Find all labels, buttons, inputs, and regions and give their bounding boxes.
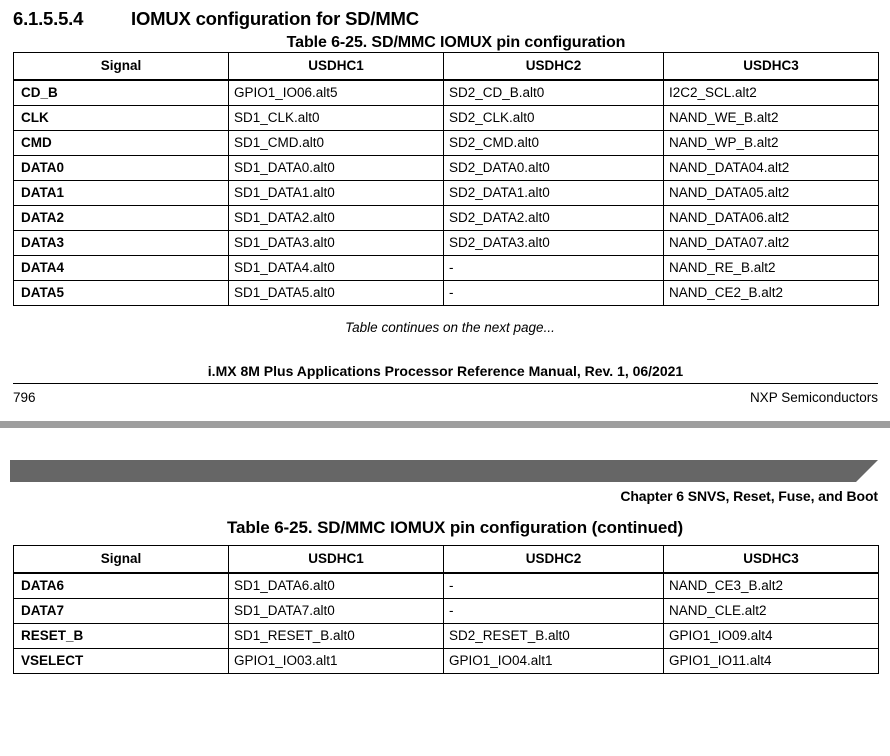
table-row: [14, 599, 879, 624]
footer-manual-title: i.MX 8M Plus Applications Processor Reference Manual, Rev. 1, 06/2021: [207, 363, 684, 379]
cell-signal: DATA5: [14, 281, 229, 306]
table-header-row: [14, 53, 879, 81]
table-body-1: [14, 80, 879, 306]
page-top-rule: [0, 421, 890, 428]
cell-usdhc2: -: [444, 281, 664, 306]
cell-usdhc3: I2C2_SCL.alt2: [664, 80, 879, 106]
cell-usdhc1: SD1_DATA0.alt0: [229, 156, 444, 181]
column-header-signal: Signal: [14, 546, 229, 574]
cell-signal: RESET_B: [14, 624, 229, 649]
table-row: [14, 281, 879, 306]
cell-usdhc2: SD2_DATA0.alt0: [444, 156, 664, 181]
cell-usdhc2: SD2_DATA2.alt0: [444, 206, 664, 231]
cell-usdhc1: SD1_CLK.alt0: [229, 106, 444, 131]
cell-signal: DATA1: [14, 181, 229, 206]
page-two: [0, 421, 890, 674]
table-row: [14, 106, 879, 131]
cell-signal: VSELECT: [14, 649, 229, 674]
cell-usdhc1: SD1_DATA5.alt0: [229, 281, 444, 306]
footer-row: [13, 384, 878, 405]
chapter-banner-wrap: [0, 460, 890, 482]
cell-usdhc2: SD2_DATA1.alt0: [444, 181, 664, 206]
table-caption-2: Table 6-25. SD/MMC IOMUX pin configuration (continued): [226, 518, 684, 537]
column-header-signal: Signal: [14, 53, 229, 81]
cell-usdhc1: SD1_DATA4.alt0: [229, 256, 444, 281]
cell-usdhc2: -: [444, 256, 664, 281]
pin-configuration-table-1: [13, 52, 879, 306]
cell-usdhc2: SD2_CMD.alt0: [444, 131, 664, 156]
cell-usdhc1: SD1_CMD.alt0: [229, 131, 444, 156]
cell-usdhc1: SD1_DATA6.alt0: [229, 573, 444, 599]
cell-usdhc3: NAND_DATA05.alt2: [664, 181, 879, 206]
section-title: IOMUX configuration for SD/MMC: [131, 8, 419, 29]
cell-usdhc2: SD2_CD_B.alt0: [444, 80, 664, 106]
cell-signal: DATA6: [14, 573, 229, 599]
cell-usdhc1: SD1_DATA1.alt0: [229, 181, 444, 206]
column-header-usdhc1: USDHC1: [229, 546, 444, 574]
cell-usdhc1: SD1_DATA3.alt0: [229, 231, 444, 256]
cell-usdhc3: NAND_CE3_B.alt2: [664, 573, 879, 599]
page-break-gap: [0, 405, 890, 421]
cell-usdhc3: GPIO1_IO11.alt4: [669, 653, 772, 668]
cell-usdhc1: SD1_RESET_B.alt0: [229, 624, 444, 649]
cell-usdhc2: SD2_CLK.alt0: [444, 106, 664, 131]
cell-usdhc2: -: [444, 599, 664, 624]
cell-signal: DATA3: [14, 231, 229, 256]
table-row: [14, 231, 879, 256]
footer-page-number: 796: [13, 390, 36, 405]
column-header-usdhc3: USDHC3: [664, 546, 879, 574]
column-header-usdhc2: USDHC2: [444, 53, 664, 81]
cell-usdhc1: SD1_DATA2.alt0: [229, 206, 444, 231]
footer-publisher: NXP Semiconductors: [749, 390, 878, 405]
cell-signal: CMD: [14, 131, 229, 156]
table-row: [14, 573, 879, 599]
cell-usdhc3: NAND_DATA06.alt2: [664, 206, 879, 231]
cell-usdhc1: GPIO1_IO06.alt5: [229, 80, 444, 106]
cell-usdhc3: NAND_CLE.alt2: [664, 599, 879, 624]
table-row: [14, 156, 879, 181]
cell-signal: CLK: [14, 106, 229, 131]
cell-usdhc3: NAND_DATA07.alt2: [664, 231, 879, 256]
column-header-usdhc1: USDHC1: [229, 53, 444, 81]
cell-usdhc2: GPIO1_IO04.alt1: [444, 649, 664, 674]
cell-signal: DATA4: [14, 256, 229, 281]
chapter-banner: [10, 460, 878, 482]
cell-usdhc3: NAND_RE_B.alt2: [664, 256, 879, 281]
table-header-row: [14, 546, 879, 574]
column-header-usdhc2: USDHC2: [444, 546, 664, 574]
table-row: [14, 649, 879, 674]
cell-usdhc3: NAND_WE_B.alt2: [664, 106, 879, 131]
section-heading: [13, 8, 890, 30]
page-one: [0, 8, 890, 405]
pin-configuration-table-2: [13, 545, 879, 674]
cell-usdhc3: NAND_DATA04.alt2: [664, 156, 879, 181]
cell-usdhc3: NAND_WP_B.alt2: [664, 131, 879, 156]
cell-signal: DATA7: [14, 599, 229, 624]
table-row: [14, 181, 879, 206]
cell-signal: DATA0: [14, 156, 229, 181]
table-row: [14, 206, 879, 231]
cell-usdhc1: GPIO1_IO03.alt1: [229, 649, 444, 674]
column-header-usdhc3: USDHC3: [664, 53, 879, 81]
cell-usdhc2: SD2_RESET_B.alt0: [444, 624, 664, 649]
table-caption-1: Table 6-25. SD/MMC IOMUX pin configuration: [286, 34, 626, 51]
cell-usdhc2: -: [444, 573, 664, 599]
cell-signal: DATA2: [14, 206, 229, 231]
chapter-header: Chapter 6 SNVS, Reset, Fuse, and Boot: [620, 488, 878, 504]
table-row: [14, 131, 879, 156]
page-footer: [0, 363, 890, 405]
cell-usdhc3: NAND_CE2_B.alt2: [669, 285, 784, 300]
cell-usdhc1: SD1_DATA7.alt0: [229, 599, 444, 624]
table-body-2: [14, 573, 879, 674]
table-row: [14, 256, 879, 281]
cell-usdhc3: GPIO1_IO09.alt4: [664, 624, 879, 649]
section-number: 6.1.5.5.4: [13, 8, 84, 29]
cell-signal: CD_B: [14, 80, 229, 106]
table-row: [14, 80, 879, 106]
table-continues-note: Table continues on the next page...: [345, 320, 555, 335]
table-row: [14, 624, 879, 649]
cell-usdhc2: SD2_DATA3.alt0: [444, 231, 664, 256]
